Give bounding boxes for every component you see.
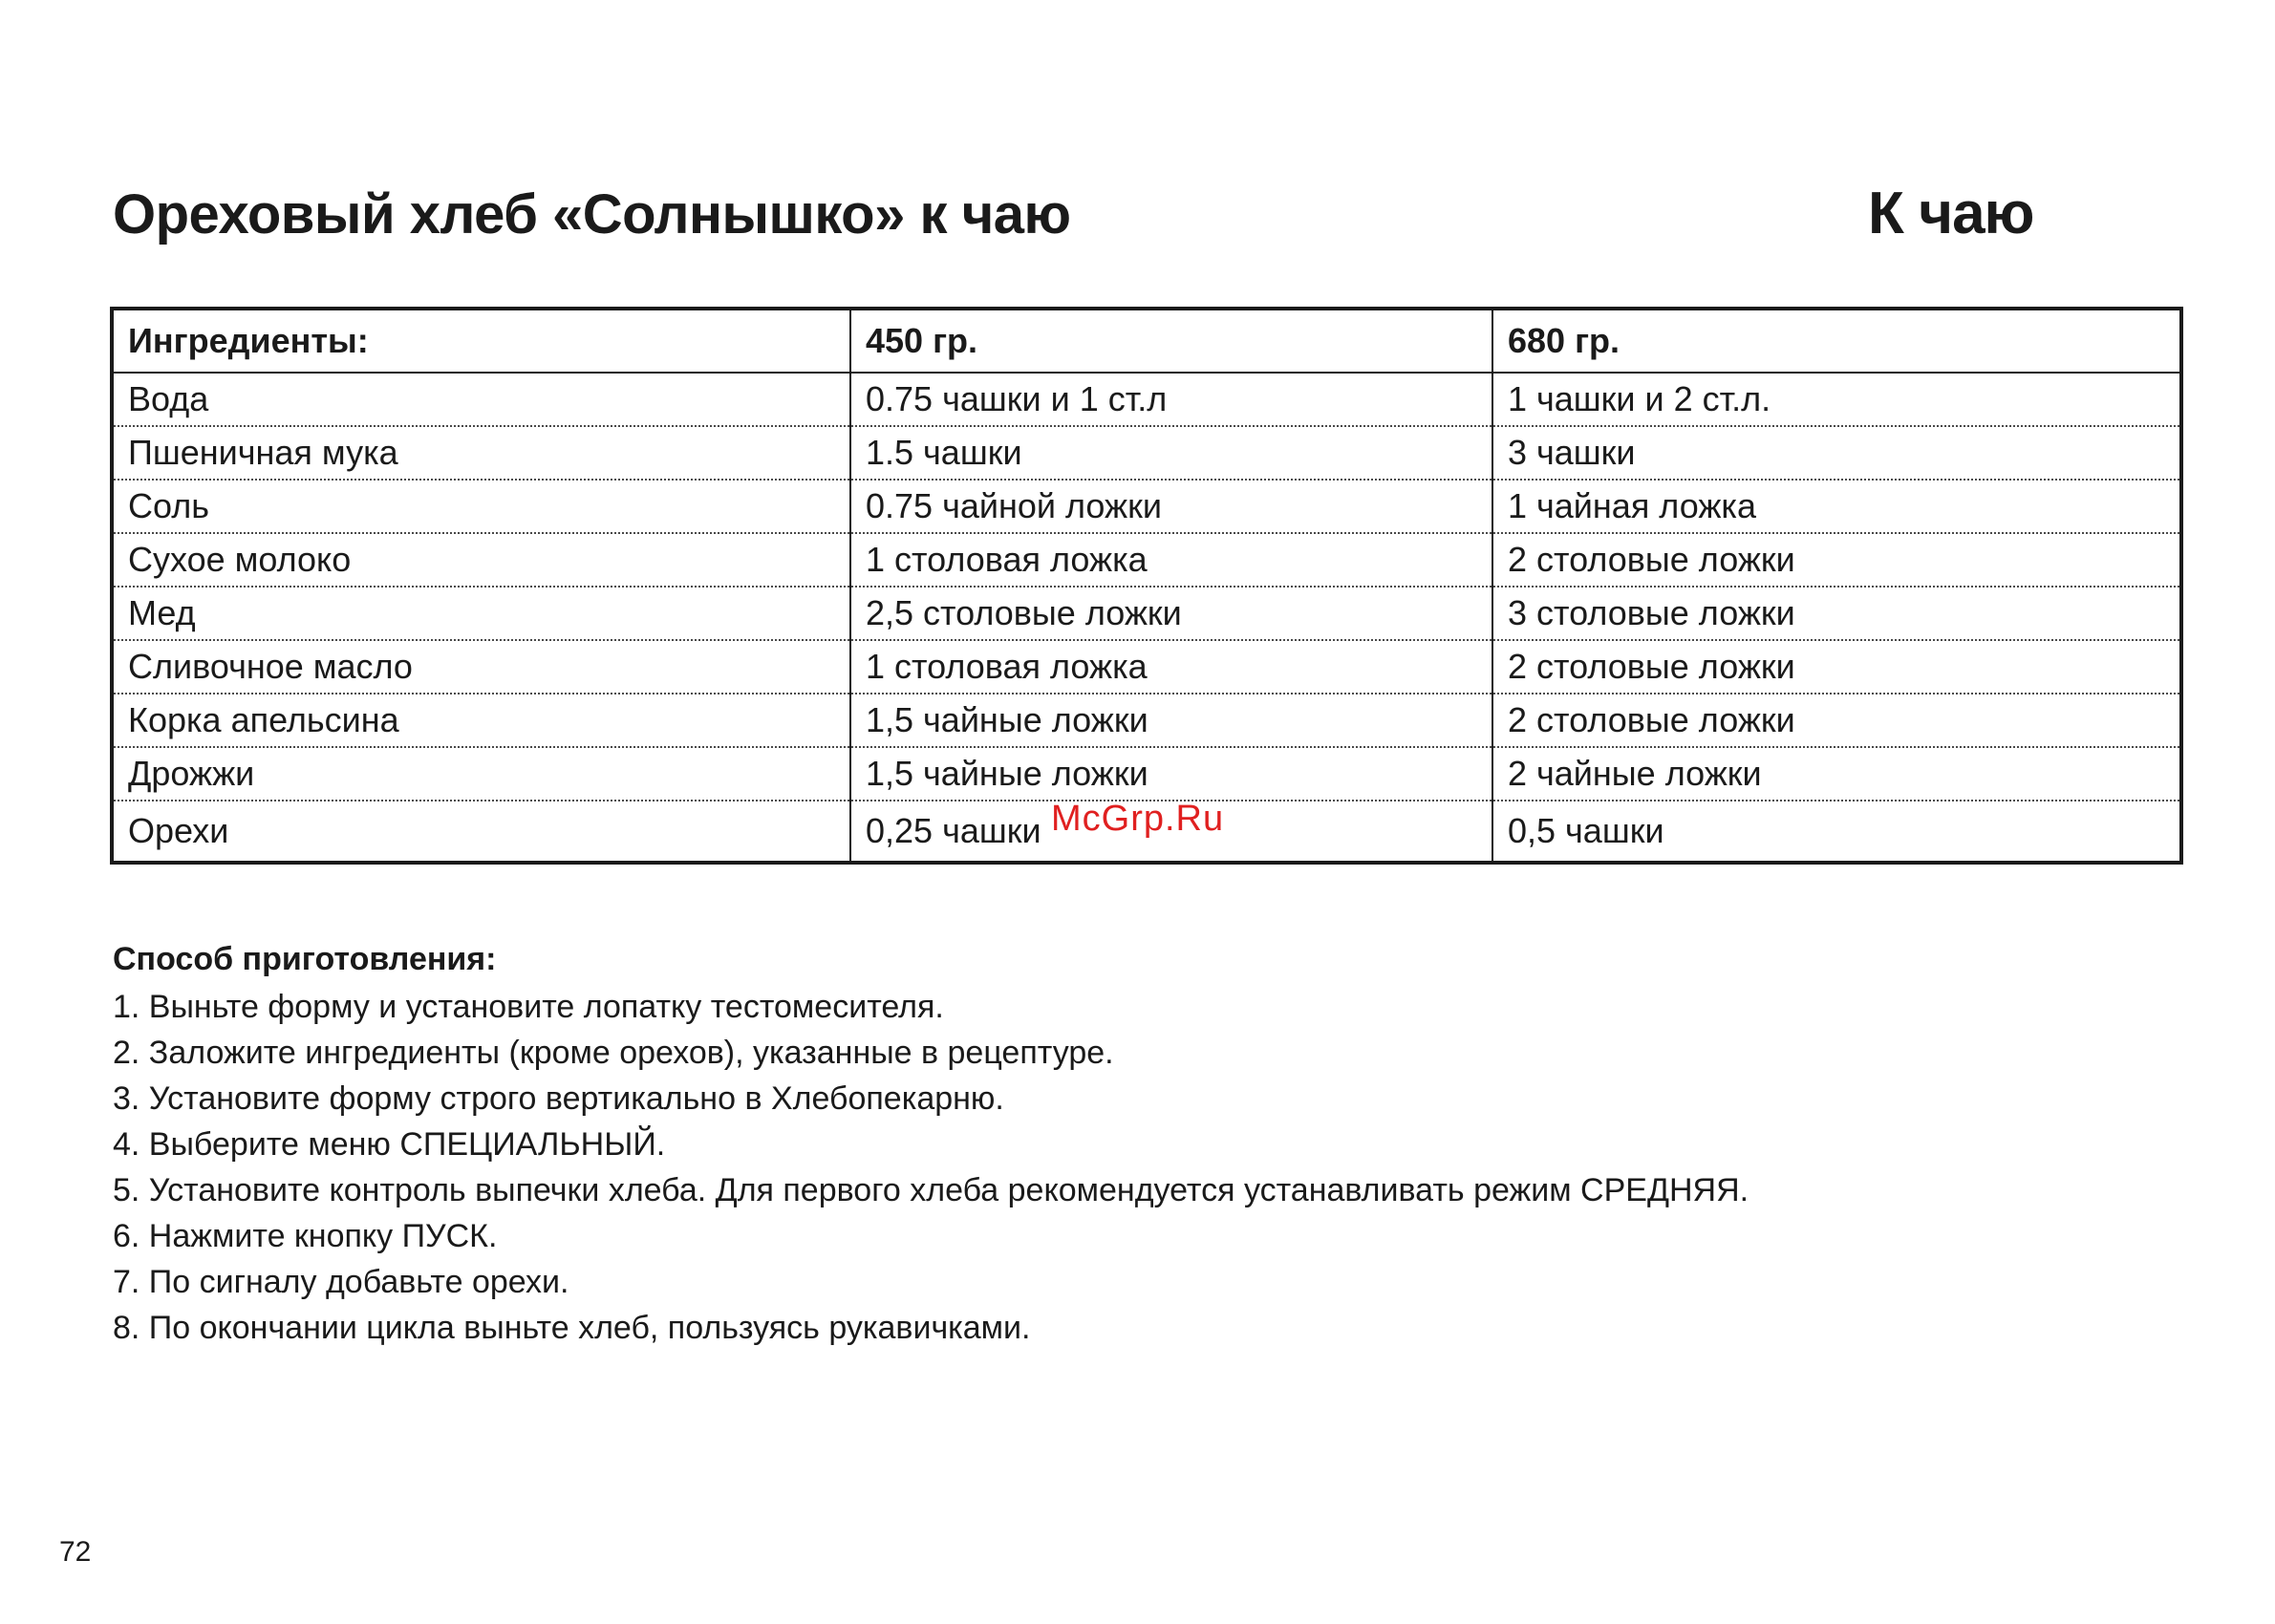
table-row	[112, 426, 2181, 480]
ingredient-name: Пшеничная мука	[112, 426, 850, 480]
table-row	[112, 480, 2181, 533]
table-row	[112, 694, 2181, 747]
method-step: 3. Установите форму строго вертикально в Хлебопекарню.	[113, 1080, 1004, 1117]
amount-680: 2 столовые ложки	[1492, 533, 2181, 587]
table-row	[112, 587, 2181, 640]
amount-680: 3 чашки	[1492, 426, 2181, 480]
amount-450: 1 столовая ложка	[850, 640, 1492, 694]
table-row	[112, 533, 2181, 587]
ingredient-name: Орехи	[128, 811, 229, 850]
method-title: Способ приготовления:	[113, 941, 497, 977]
table-row	[112, 747, 2181, 801]
amount-450: 1,5 чайные ложки	[850, 694, 1492, 747]
amount-680: 0,5 чашки	[1492, 801, 2181, 863]
amount-450: 0.75 чайной ложки	[850, 480, 1492, 533]
ingredient-name: Мед	[112, 587, 850, 640]
amount-450: 2,5 столовые ложки	[850, 587, 1492, 640]
page-title: Ореховый хлеб «Солнышко» к чаю	[113, 183, 1071, 246]
amount-680: 2 чайные ложки	[1492, 747, 2181, 801]
ingredient-name: Дрожжи	[112, 747, 850, 801]
amount-680: 2 столовые ложки	[1492, 640, 2181, 694]
method-steps	[113, 984, 1749, 1351]
amount-450: 0,25 чашки	[850, 801, 1492, 863]
header-450g: 450 гр.	[850, 309, 1492, 373]
page-number: 72	[59, 1536, 92, 1568]
amount-680: 1 чашки и 2 ст.л.	[1492, 373, 2181, 426]
method-step: 6. Нажмите кнопку ПУСК.	[113, 1218, 498, 1254]
method-step: 8. По окончании цикла выньте хлеб, пользуясь рукавичками.	[113, 1310, 1031, 1346]
amount-450: 1 столовая ложка	[850, 533, 1492, 587]
table-row	[112, 640, 2181, 694]
table-row	[112, 373, 2181, 426]
ingredient-name: Соль	[112, 480, 850, 533]
category-heading: К чаю	[1868, 181, 2034, 246]
amount-680: 3 столовые ложки	[1492, 587, 2181, 640]
amount-450: 0.75 чашки и 1 ст.л	[850, 373, 1492, 426]
method-step: 7. По сигналу добавьте орехи.	[113, 1264, 569, 1300]
method-step: 2. Заложите ингредиенты (кроме орехов), указанные в рецептуре.	[113, 1035, 1114, 1071]
ingredient-name: Корка апельсина	[112, 694, 850, 747]
amount-450: 1.5 чашки	[850, 426, 1492, 480]
method-step: 5. Установите контроль выпечки хлеба. Для первого хлеба рекомендуется устанавливать режим СРЕДНЯЯ.	[113, 1172, 1749, 1208]
ingredient-name: Сливочное масло	[112, 640, 850, 694]
watermark: McGrp.Ru	[1051, 799, 1225, 839]
header-680g: 680 гр.	[1492, 309, 2181, 373]
method-step: 1. Выньте форму и установите лопатку тестомесителя.	[113, 989, 944, 1025]
amount-680: 2 столовые ложки	[1492, 694, 2181, 747]
table-header-row	[112, 309, 2181, 373]
ingredient-name: Вода	[112, 373, 850, 426]
header-ingredients: Ингредиенты:	[112, 309, 850, 373]
amount-450: 1,5 чайные ложки	[850, 747, 1492, 801]
amount-680: 1 чайная ложка	[1492, 480, 2181, 533]
ingredients-table	[110, 307, 2183, 865]
method-step: 4. Выберите меню СПЕЦИАЛЬНЫЙ.	[113, 1126, 666, 1163]
ingredient-name: Сухое молоко	[112, 533, 850, 587]
